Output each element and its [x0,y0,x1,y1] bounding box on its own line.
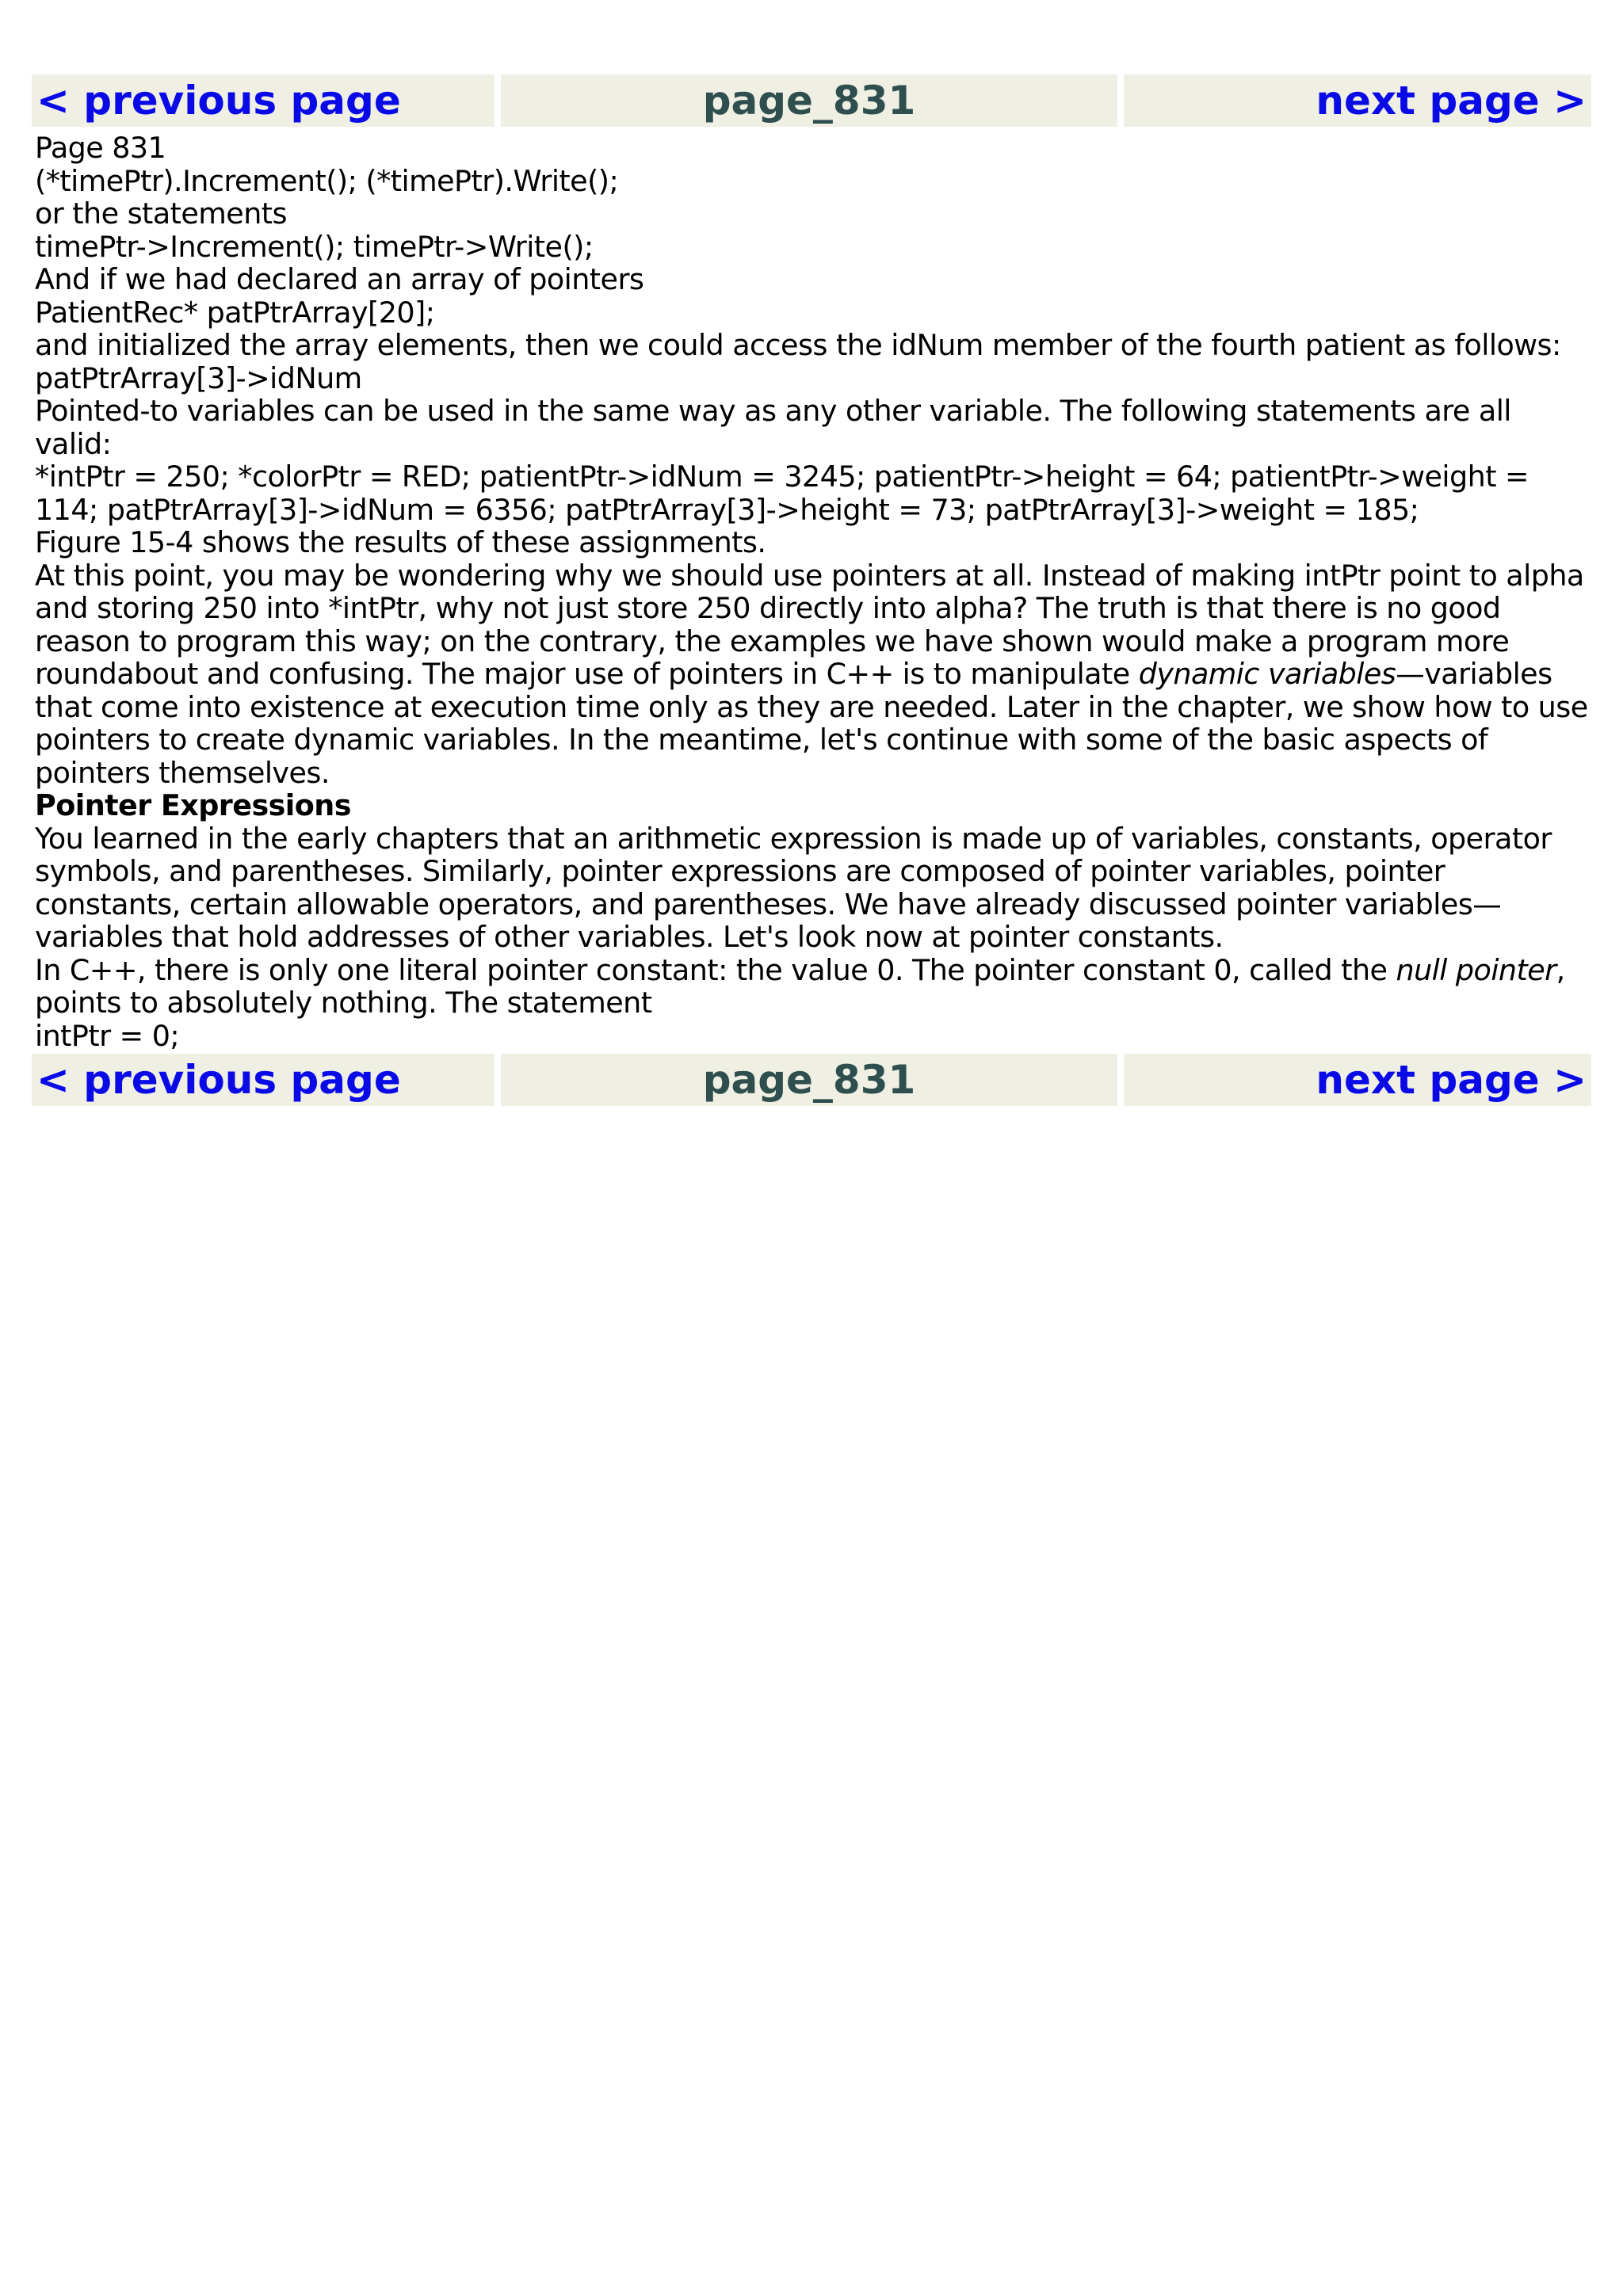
term-dynamic-variables: dynamic variables [1138,657,1396,691]
text-pointed-to: Pointed-to variables can be used in the same way as any other variable. The following statements are all valid: [35,394,1511,461]
page-content [32,127,1591,1054]
code-line-2: timePtr->Increment(); timePtr->Write(); [35,229,594,264]
code-line-1: (*timePtr).Increment(); (*timePtr).Write(); [35,163,619,198]
page [32,74,1591,1106]
bottom-next-cell [1124,1054,1591,1106]
term-null-pointer: null pointer [1396,952,1556,987]
page-number: Page 831 [35,131,166,165]
paragraph-why-pointers [35,559,1588,790]
code-line-3: PatientRec* patPtrArray[20]; [35,295,435,330]
paragraph-null-part-2: , points to absolutely nothing. The statement [35,952,1565,1020]
code-line-5: *intPtr = 250; *colorPtr = RED; patientPtr->idNum = 3245; patientPtr->height = 64; patientPtr->weight = 114; patPtrArray[3]->idNum = 6356; patPtrArray[3]->height = 73; patPtrArray[3]->weight = 185; [35,460,1529,527]
text-array-intro: And if we had declared an array of pointers [35,262,644,296]
top-previous-page-link[interactable]: < previous page [36,78,401,124]
text-figure-ref: Figure 15-4 shows the results of these assignments. [35,525,766,559]
paragraph-why-part-2: —variables that come into existence at execution time only as they are needed. Later in the chapter, we show how to use pointers to create dynamic variables. In the meantime, let's continue with some of the basic aspects of pointers themselves. [35,657,1588,790]
bottom-next-page-link[interactable]: next page > [1316,1057,1587,1103]
bottom-previous-page-link[interactable]: < previous page [36,1057,401,1103]
paragraph-expressions: You learned in the early chapters that an arithmetic expression is made up of variables, constants, operator symbols, and parentheses. Similarly, pointer expressions are composed of pointer variables, pointer constants, certain allowable operators, and parentheses. We have already discussed pointer variables—variables that hold addresses of other variables. Let's look now at pointer constants. [35,821,1552,954]
code-line-4: patPtrArray[3]->idNum [35,360,362,395]
bottom-nav-bar [32,1054,1591,1106]
top-page-label: page_831 [501,74,1117,127]
section-heading: Pointer Expressions [35,788,351,822]
top-next-cell [1124,74,1591,127]
top-prev-cell [32,74,495,127]
text-or-statements: or the statements [35,196,288,231]
top-next-page-link[interactable]: next page > [1316,78,1587,124]
text-access: and initialized the array elements, then we could access the idNum member of the fourth patient as follows: [35,328,1561,362]
bottom-page-label: page_831 [501,1054,1117,1106]
paragraph-why-part-1: At this point, you may be wondering why we should use pointers at all. Instead of making intPtr point to alpha and storing 250 into *intPtr, why not just store 250 directly into alpha? The truth is that there is no good reason to program this way; on the contrary, the examples we have shown would make a program more roundabout and confusing. The major use of pointers in C++ is to manipulate [35,558,1584,691]
paragraph-null-part-1: In C++, there is only one literal pointer constant: the value 0. The pointer constant 0, called the [35,952,1396,987]
top-nav-bar [32,74,1591,127]
bottom-prev-cell [32,1054,495,1106]
paragraph-null-pointer [35,954,1588,1020]
code-line-6: intPtr = 0; [35,1018,180,1053]
